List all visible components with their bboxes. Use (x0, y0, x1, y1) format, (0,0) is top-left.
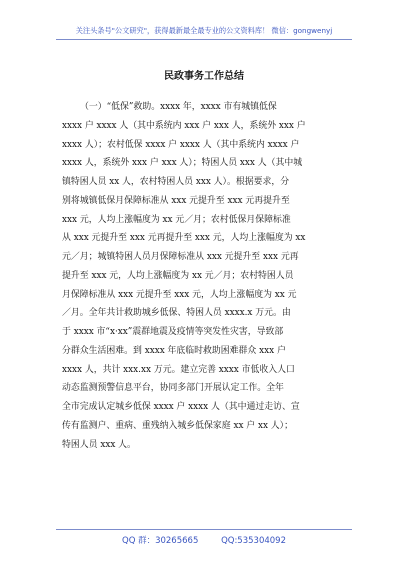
body-line: 特困人员 xxx 人。 (62, 439, 136, 450)
body-line: 分群众生活困难。到 xxxx 年底临时救助困难群众 xxx 户 (62, 345, 286, 356)
qq-label: QQ:535304092 (221, 536, 286, 546)
body-line: 别将城镇低保月保障标准从 xxx 元提升至 xxx 元再提升至 (62, 195, 290, 206)
body-line: 动态监测预警信息平台，协同多部门开展认定工作。全年 (62, 383, 284, 394)
body-line: 全市完成认定城乡低保 xxxx 户 xxxx 人（其中通过走访、宣 (62, 402, 300, 412)
body-line: ／月。全年共计救助城乡低保、特困人员 xxxx.x 万元。由 (62, 308, 291, 319)
qq-group-label: QQ 群：30265665 (122, 536, 199, 546)
document-body (62, 98, 352, 454)
body-line: 月保障标准从 xxx 元提升至 xxx 元，人均上涨幅度为 xx 元 (62, 289, 297, 300)
body-line: （一）“低保”救助。xxxx 年，xxxx 市有城镇低保 (80, 102, 277, 112)
body-line: xxxx 户 xxxx 人（其中系统内 xxx 户 xxx 人，系统外 xxx 户 (62, 120, 306, 131)
body-line: 从 xxx 元提升至 xxx 元再提升至 xxx 元，人均上涨幅度为 xx (62, 233, 306, 244)
header-note: 关注头条号"公文研究"，获得最新最全最专业的公文资料库！ 微信：gongwenyj (75, 26, 333, 35)
body-line: xxxx 人）；农村低保 xxxx 户 xxxx 人（其中系统内 xxxx 户 (62, 139, 300, 150)
footer (0, 534, 408, 546)
body-line: 元／月；城镇特困人员月保障标准从 xxx 元提升至 xxx 元再 (62, 252, 299, 262)
body-line: 镇特困人员 xx 人，农村特困人员 xxx 人）。根据要求，分 (62, 177, 290, 187)
header-divider (56, 39, 352, 40)
body-line: xxxx 人，共计 xxx.xx 万元。建立完善 xxxx 市低收入人口 (62, 364, 295, 375)
body-line: xxxx 人，系统外 xxx 户 xxx 人）；特困人员 xxx 人（其中城 (62, 158, 303, 169)
body-line: xxx 元，人均上涨幅度为 xx 元／月；农村低保月保障标准 (62, 214, 291, 225)
body-line: 提升至 xxx 元，人均上涨幅度为 xx 元／月；农村特困人员 (62, 270, 294, 281)
document-title: 民政事务工作总结 (164, 71, 244, 82)
footer-divider (56, 529, 352, 530)
body-line: 传有监测户、重病、重残纳入城乡低保家庭 xx 户 xx 人）； (62, 420, 293, 431)
body-line: 于 xxxx 市“x·xx”震群地震及疫情等突发性灾害，导致部 (62, 327, 284, 337)
